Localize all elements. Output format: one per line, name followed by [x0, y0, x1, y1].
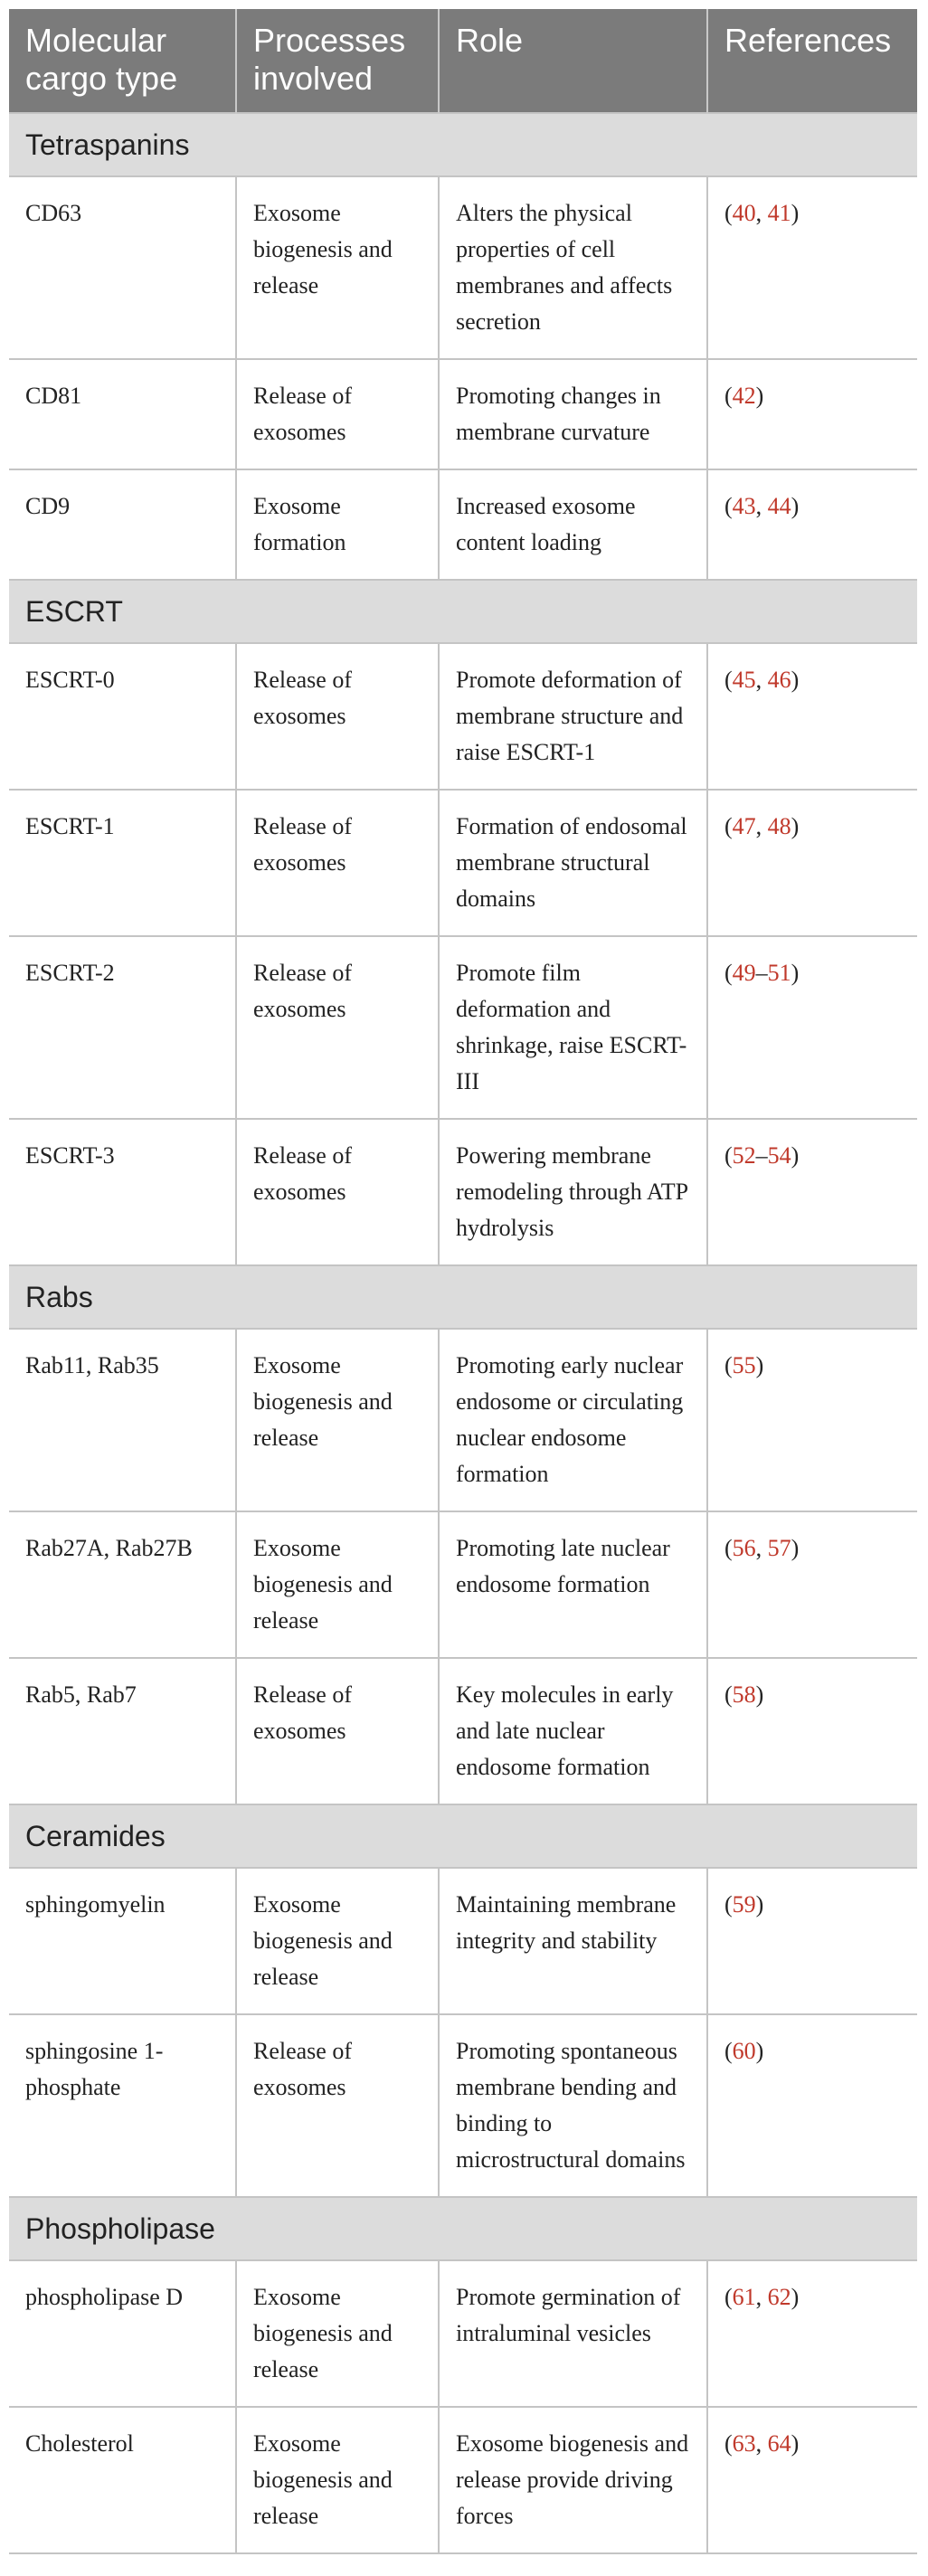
- process-cell: Exosome biogenesis and release: [236, 1868, 439, 2014]
- reference-separator: ,: [755, 200, 768, 226]
- process-cell: Release of exosomes: [236, 2014, 439, 2197]
- role-cell: Increased exosome content loading: [439, 469, 707, 580]
- process-cell: Release of exosomes: [236, 643, 439, 790]
- role-cell: Promoting spontaneous membrane bending and binding to microstructural domains: [439, 2014, 707, 2197]
- section-title: Rabs: [9, 1265, 917, 1329]
- reference-link[interactable]: 55: [732, 1352, 756, 1378]
- references-cell: (59): [707, 1868, 917, 2014]
- reference-link[interactable]: 56: [732, 1535, 756, 1561]
- table-row: [9, 1329, 917, 1511]
- reference-link[interactable]: 44: [767, 493, 791, 519]
- table-row: [9, 790, 917, 936]
- role-cell: Promote deformation of membrane structure and raise ESCRT-1: [439, 643, 707, 790]
- reference-link[interactable]: 40: [732, 200, 756, 226]
- table-container: [9, 9, 917, 2554]
- section-title: ESCRT: [9, 580, 917, 643]
- section-row: [9, 113, 917, 176]
- cargo-cell: ESCRT-0: [9, 643, 236, 790]
- reference-link[interactable]: 62: [767, 2284, 791, 2310]
- exosome-cargo-table: [9, 9, 917, 2554]
- table-row: [9, 2014, 917, 2197]
- process-cell: Exosome biogenesis and release: [236, 2407, 439, 2553]
- table-row: [9, 1119, 917, 1265]
- references-cell: (52–54): [707, 1119, 917, 1265]
- reference-separator: ,: [755, 667, 768, 693]
- reference-separator: –: [755, 960, 768, 986]
- cargo-cell: ESCRT-1: [9, 790, 236, 936]
- table-row: [9, 1511, 917, 1658]
- references-cell: (43, 44): [707, 469, 917, 580]
- section-title: Ceramides: [9, 1804, 917, 1868]
- reference-link[interactable]: 60: [732, 2038, 756, 2064]
- cargo-cell: sphingomyelin: [9, 1868, 236, 2014]
- process-cell: Exosome biogenesis and release: [236, 176, 439, 359]
- reference-link[interactable]: 51: [767, 960, 791, 986]
- reference-link[interactable]: 64: [767, 2430, 791, 2457]
- cargo-cell: CD81: [9, 359, 236, 469]
- cargo-cell: ESCRT-3: [9, 1119, 236, 1265]
- reference-link[interactable]: 42: [732, 383, 756, 409]
- process-cell: Release of exosomes: [236, 1119, 439, 1265]
- process-cell: Release of exosomes: [236, 359, 439, 469]
- cargo-cell: sphingosine 1-phosphate: [9, 2014, 236, 2197]
- header-references: References: [707, 9, 917, 113]
- references-cell: (40, 41): [707, 176, 917, 359]
- cargo-cell: ESCRT-2: [9, 936, 236, 1119]
- role-cell: Alters the physical properties of cell membranes and affects secretion: [439, 176, 707, 359]
- role-cell: Promoting early nuclear endosome or circulating nuclear endosome formation: [439, 1329, 707, 1511]
- cargo-cell: Rab11, Rab35: [9, 1329, 236, 1511]
- reference-link[interactable]: 48: [767, 813, 791, 839]
- references-cell: (45, 46): [707, 643, 917, 790]
- role-cell: Promoting changes in membrane curvature: [439, 359, 707, 469]
- section-row: [9, 2197, 917, 2260]
- section-row: [9, 1265, 917, 1329]
- reference-separator: ,: [755, 2430, 768, 2457]
- references-cell: (56, 57): [707, 1511, 917, 1658]
- table-row: [9, 2260, 917, 2407]
- reference-link[interactable]: 49: [732, 960, 756, 986]
- reference-separator: ,: [755, 1535, 768, 1561]
- header-processes-involved: Processes involved: [236, 9, 439, 113]
- references-cell: (63, 64): [707, 2407, 917, 2553]
- role-cell: Powering membrane remodeling through ATP hydrolysis: [439, 1119, 707, 1265]
- role-cell: Promote germination of intraluminal vesicles: [439, 2260, 707, 2407]
- reference-separator: ,: [755, 493, 768, 519]
- section-title: Phospholipase: [9, 2197, 917, 2260]
- cargo-cell: phospholipase D: [9, 2260, 236, 2407]
- process-cell: Exosome formation: [236, 469, 439, 580]
- cargo-cell: CD63: [9, 176, 236, 359]
- table-row: [9, 469, 917, 580]
- process-cell: Release of exosomes: [236, 790, 439, 936]
- table-row: [9, 1658, 917, 1804]
- reference-link[interactable]: 45: [732, 667, 756, 693]
- role-cell: Formation of endosomal membrane structural domains: [439, 790, 707, 936]
- process-cell: Exosome biogenesis and release: [236, 1329, 439, 1511]
- header-role: Role: [439, 9, 707, 113]
- reference-link[interactable]: 46: [767, 667, 791, 693]
- reference-separator: ,: [755, 2284, 768, 2310]
- table-row: [9, 643, 917, 790]
- table-row: [9, 2407, 917, 2553]
- role-cell: Exosome biogenesis and release provide driving forces: [439, 2407, 707, 2553]
- table-row: [9, 1868, 917, 2014]
- section-row: [9, 580, 917, 643]
- references-cell: (60): [707, 2014, 917, 2197]
- role-cell: Key molecules in early and late nuclear endosome formation: [439, 1658, 707, 1804]
- references-cell: (55): [707, 1329, 917, 1511]
- reference-link[interactable]: 41: [767, 200, 791, 226]
- section-row: [9, 1804, 917, 1868]
- role-cell: Promoting late nuclear endosome formation: [439, 1511, 707, 1658]
- cargo-cell: CD9: [9, 469, 236, 580]
- process-cell: Release of exosomes: [236, 1658, 439, 1804]
- table-row: [9, 359, 917, 469]
- table-row: [9, 936, 917, 1119]
- references-cell: (42): [707, 359, 917, 469]
- reference-separator: ,: [755, 813, 768, 839]
- references-cell: (47, 48): [707, 790, 917, 936]
- table-body: [9, 113, 917, 2553]
- cargo-cell: Cholesterol: [9, 2407, 236, 2553]
- reference-link[interactable]: 47: [732, 813, 756, 839]
- reference-link[interactable]: 57: [767, 1535, 791, 1561]
- reference-link[interactable]: 52: [732, 1142, 756, 1169]
- process-cell: Release of exosomes: [236, 936, 439, 1119]
- reference-link[interactable]: 63: [732, 2430, 756, 2457]
- role-cell: Maintaining membrane integrity and stability: [439, 1868, 707, 2014]
- reference-link[interactable]: 43: [732, 493, 756, 519]
- header-row: [9, 9, 917, 113]
- cargo-cell: Rab27A, Rab27B: [9, 1511, 236, 1658]
- reference-link[interactable]: 59: [732, 1891, 756, 1918]
- reference-link[interactable]: 61: [732, 2284, 756, 2310]
- reference-link[interactable]: 54: [767, 1142, 791, 1169]
- section-title: Tetraspanins: [9, 113, 917, 176]
- table-row: [9, 176, 917, 359]
- reference-link[interactable]: 58: [732, 1681, 756, 1708]
- cargo-cell: Rab5, Rab7: [9, 1658, 236, 1804]
- references-cell: (58): [707, 1658, 917, 1804]
- process-cell: Exosome biogenesis and release: [236, 1511, 439, 1658]
- header-molecular-cargo-type: Molecular cargo type: [9, 9, 236, 113]
- reference-separator: –: [755, 1142, 768, 1169]
- references-cell: (61, 62): [707, 2260, 917, 2407]
- process-cell: Exosome biogenesis and release: [236, 2260, 439, 2407]
- references-cell: (49–51): [707, 936, 917, 1119]
- role-cell: Promote film deformation and shrinkage, raise ESCRT-III: [439, 936, 707, 1119]
